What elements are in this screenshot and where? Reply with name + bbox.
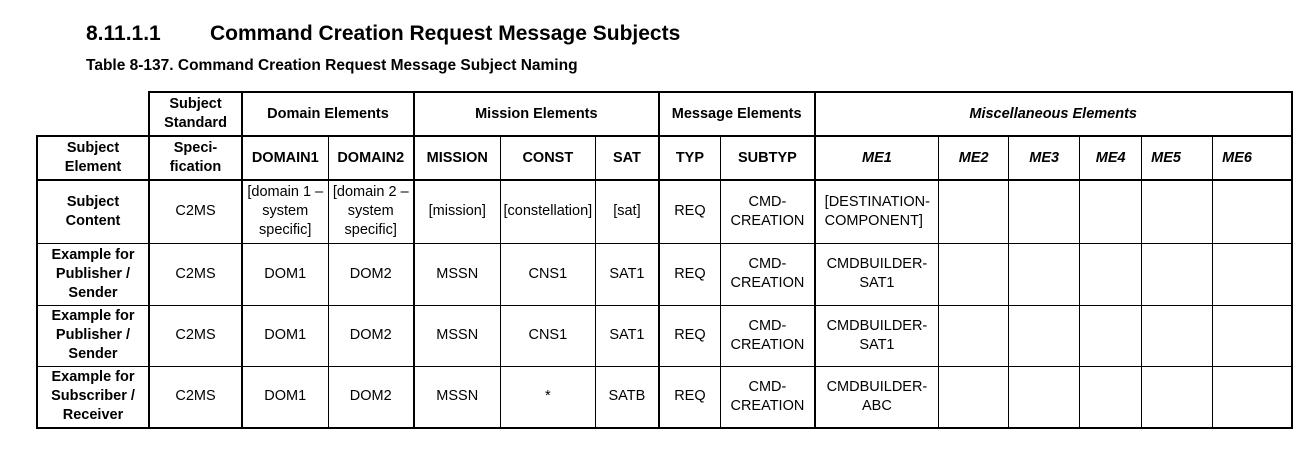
group-mission-elements: Mission Elements [414,92,659,136]
col-header: SAT [596,136,659,180]
column-header-row [37,136,1292,180]
table-cell [1213,366,1292,428]
col-header: Speci-fication [149,136,242,180]
col-header: Subject Element [37,136,149,180]
table-cell [1080,305,1142,366]
col-header: ME5 [1142,136,1213,180]
section-title: Command Creation Request Message Subjects [210,22,681,45]
table-cell: DOM2 [328,305,414,366]
col-header: DOMAIN1 [242,136,328,180]
col-header: MISSION [414,136,500,180]
table-cell [1213,243,1292,305]
table-cell: REQ [659,366,721,428]
table-cell: CMD-CREATION [721,305,815,366]
table-cell: C2MS [149,180,242,243]
table-row [37,243,1292,305]
table-cell: C2MS [149,366,242,428]
group-subject-standard: Subject Standard [149,92,242,136]
table-cell: CMD-CREATION [721,243,815,305]
col-header: CONST [500,136,596,180]
section-heading [86,22,680,46]
table-cell: C2MS [149,305,242,366]
col-header: ME3 [1009,136,1080,180]
table-cell: REQ [659,243,721,305]
col-header: TYP [659,136,721,180]
table-cell: [sat] [596,180,659,243]
table-cell: SAT1 [596,305,659,366]
table-cell: DOM1 [242,366,328,428]
row-label: Example for Subscriber / Receiver [37,366,149,428]
table-cell [1142,180,1213,243]
table-cell: CMDBUILDER-SAT1 [815,305,939,366]
table-cell [1080,243,1142,305]
table-cell: [constellation] [500,180,596,243]
group-message-elements: Message Elements [659,92,815,136]
subject-naming-table [36,91,1293,429]
table-cell: DOM2 [328,243,414,305]
table-cell [1080,180,1142,243]
table-cell: CMDBUILDER-SAT1 [815,243,939,305]
col-header: SUBTYP [721,136,815,180]
table-cell: DOM1 [242,243,328,305]
row-label: Subject Content [37,180,149,243]
table-cell: REQ [659,180,721,243]
table-cell: MSSN [414,366,500,428]
table-cell: CMD-CREATION [721,180,815,243]
table-cell [1213,305,1292,366]
table-cell [939,305,1009,366]
group-domain-elements: Domain Elements [242,92,414,136]
section-number: 8.11.1.1 [86,22,161,45]
table-cell: C2MS [149,243,242,305]
table-cell [939,366,1009,428]
table-cell: [domain 1 – system specific] [242,180,328,243]
table-cell: CNS1 [500,243,596,305]
table-cell [939,243,1009,305]
table-cell: CNS1 [500,305,596,366]
group-header-row [37,92,1292,136]
table-cell: [DESTINATION-COMPONENT] [815,180,939,243]
table-cell [1009,366,1080,428]
col-header: DOMAIN2 [328,136,414,180]
table-cell [1142,243,1213,305]
table-cell [1213,180,1292,243]
table-cell: MSSN [414,305,500,366]
col-header: ME4 [1080,136,1142,180]
table-row [37,180,1292,243]
row-label: Example for Publisher / Sender [37,243,149,305]
table-cell: MSSN [414,243,500,305]
table-cell [1009,243,1080,305]
table-cell [1009,180,1080,243]
table-cell: * [500,366,596,428]
table-cell: CMD-CREATION [721,366,815,428]
col-header: ME1 [815,136,939,180]
table-cell: CMDBUILDER-ABC [815,366,939,428]
table-cell: SAT1 [596,243,659,305]
table-caption: Table 8-137. Command Creation Request Message Subject Naming [86,57,578,74]
table-cell [1080,366,1142,428]
table-row [37,366,1292,428]
table-cell: DOM1 [242,305,328,366]
group-misc-elements: Miscellaneous Elements [815,92,1292,136]
table-cell: REQ [659,305,721,366]
col-header: ME6 [1213,136,1292,180]
table-cell [939,180,1009,243]
table-cell: [mission] [414,180,500,243]
table-cell [1142,305,1213,366]
table-cell: DOM2 [328,366,414,428]
table-cell [1142,366,1213,428]
col-header: ME2 [939,136,1009,180]
table-cell [1009,305,1080,366]
corner-cell [37,92,149,136]
table-cell: SATB [596,366,659,428]
table-row [37,305,1292,366]
row-label: Example for Publisher / Sender [37,305,149,366]
table-cell: [domain 2 – system specific] [328,180,414,243]
